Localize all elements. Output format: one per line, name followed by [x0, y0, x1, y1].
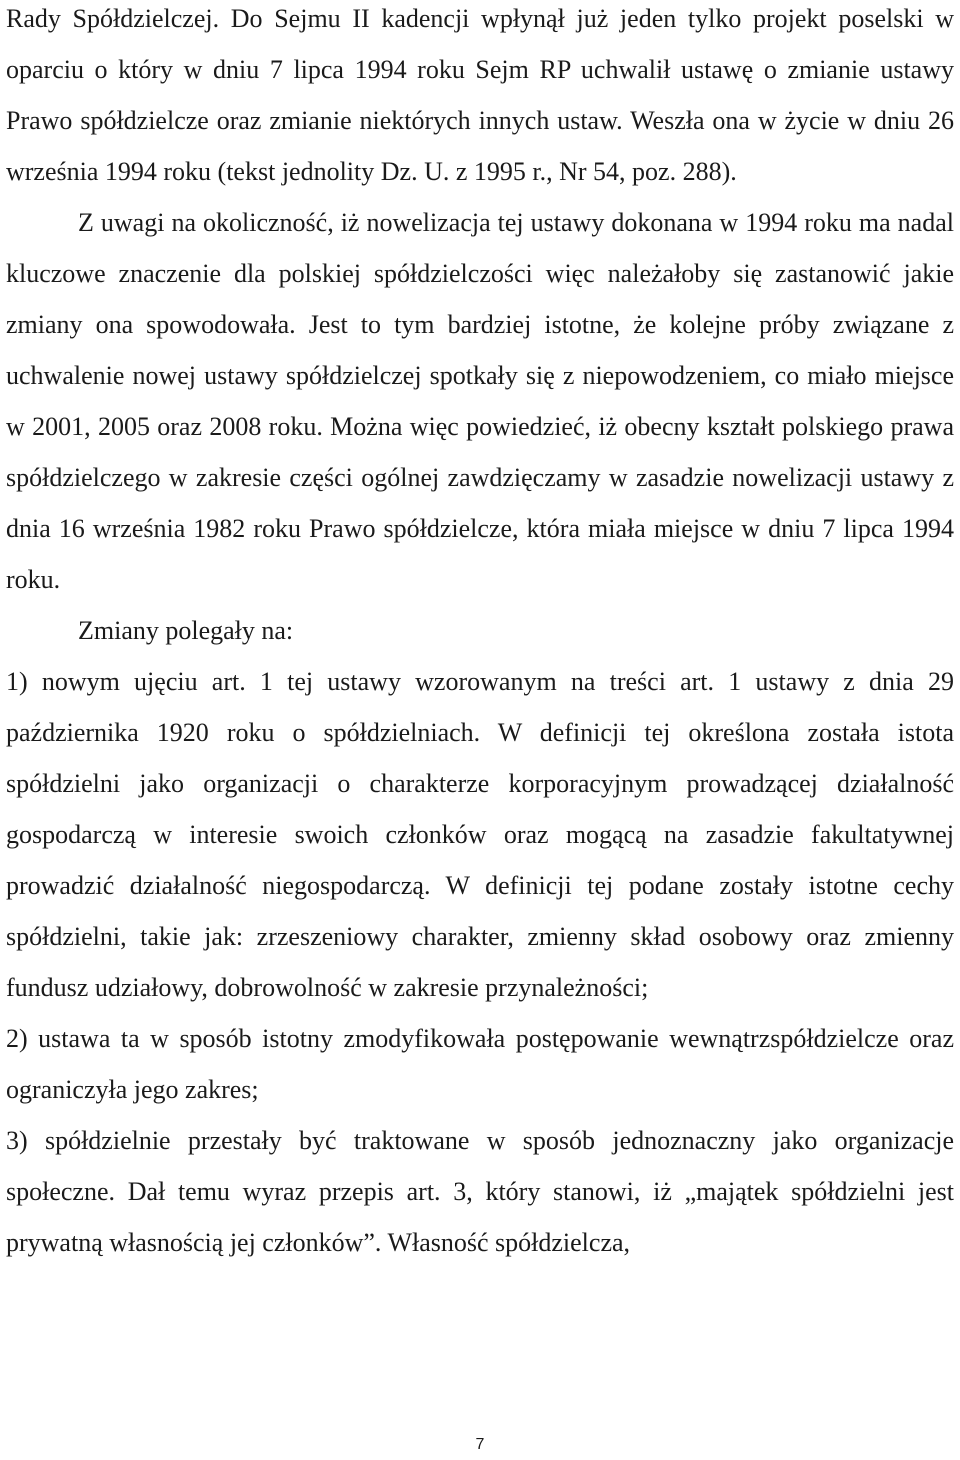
list-item-change-1: 1) nowym ujęciu art. 1 tej ustawy wzorowanym na treści art. 1 ustawy z dnia 29 października 1920 roku o spółdzielniach. W definicji tej określona została istota spółdzielni jako organizacji o charakterze korporacyjnym prowadzącej działalność gospodarczą w interesie swoich członków oraz mogącą na zasadzie fakultatywnej prowadzić działalność niegospodarczą. W definicji tej podane zostały istotne cechy spółdzielni, takie jak: zrzeszeniowy charakter, zmienny skład osobowy oraz zmienny fundusz udziałowy, dobrowolność w zakresie przynależności; — [6, 667, 954, 1002]
page-number: 7 — [475, 1436, 485, 1453]
list-item-change-3: 3) spółdzielnie przestały być traktowane w sposób jednoznaczny jako organizacje społeczne. Dał temu wyraz przepis art. 3, który stanowi, iż „majątek spółdzielni jest prywatną własnością jej członków”. Własność spółdzielcza, — [6, 1126, 954, 1257]
paragraph-changes-heading: Zmiany polegały na: — [78, 616, 294, 645]
paragraph-amendment-significance: Z uwagi na okoliczność, iż nowelizacja tej ustawy dokonana w 1994 roku ma nadal kluczowe znaczenie dla polskiej spółdzielczości więc należałoby się zastanowić jakie zmiany ona spowodowała. Jest to tym bardziej istotne, że kolejne próby związane z uchwalenie nowej ustawy spółdzielczej spotkały się z niepowodzeniem, co miało miejsce w 2001, 2005 oraz 2008 roku. Można więc powiedzieć, iż obecny kształt polskiego prawa spółdzielczego w zakresie części ogólnej zawdzięczamy w zasadzie nowelizacji ustawy z dnia 16 września 1982 roku Prawo spółdzielcze, która miała miejsce w dniu 7 lipca 1994 roku. — [6, 208, 954, 594]
list-item-change-2: 2) ustawa ta w sposób istotny zmodyfikowała postępowanie wewnątrzspółdzielcze oraz ograniczyła jego zakres; — [6, 1024, 954, 1104]
paragraph-intro: Rady Spółdzielczej. Do Sejmu II kadencji wpłynął już jeden tylko projekt poselski w oparciu o który w dniu 7 lipca 1994 roku Sejm RP uchwalił ustawę o zmianie ustawy Prawo spółdzielcze oraz zmianie niektórych innych ustaw. Weszła ona w życie w dniu 26 września 1994 roku (tekst jednolity Dz. U. z 1995 r., Nr 54, poz. 288). — [6, 4, 954, 186]
document-body — [6, 0, 954, 1268]
